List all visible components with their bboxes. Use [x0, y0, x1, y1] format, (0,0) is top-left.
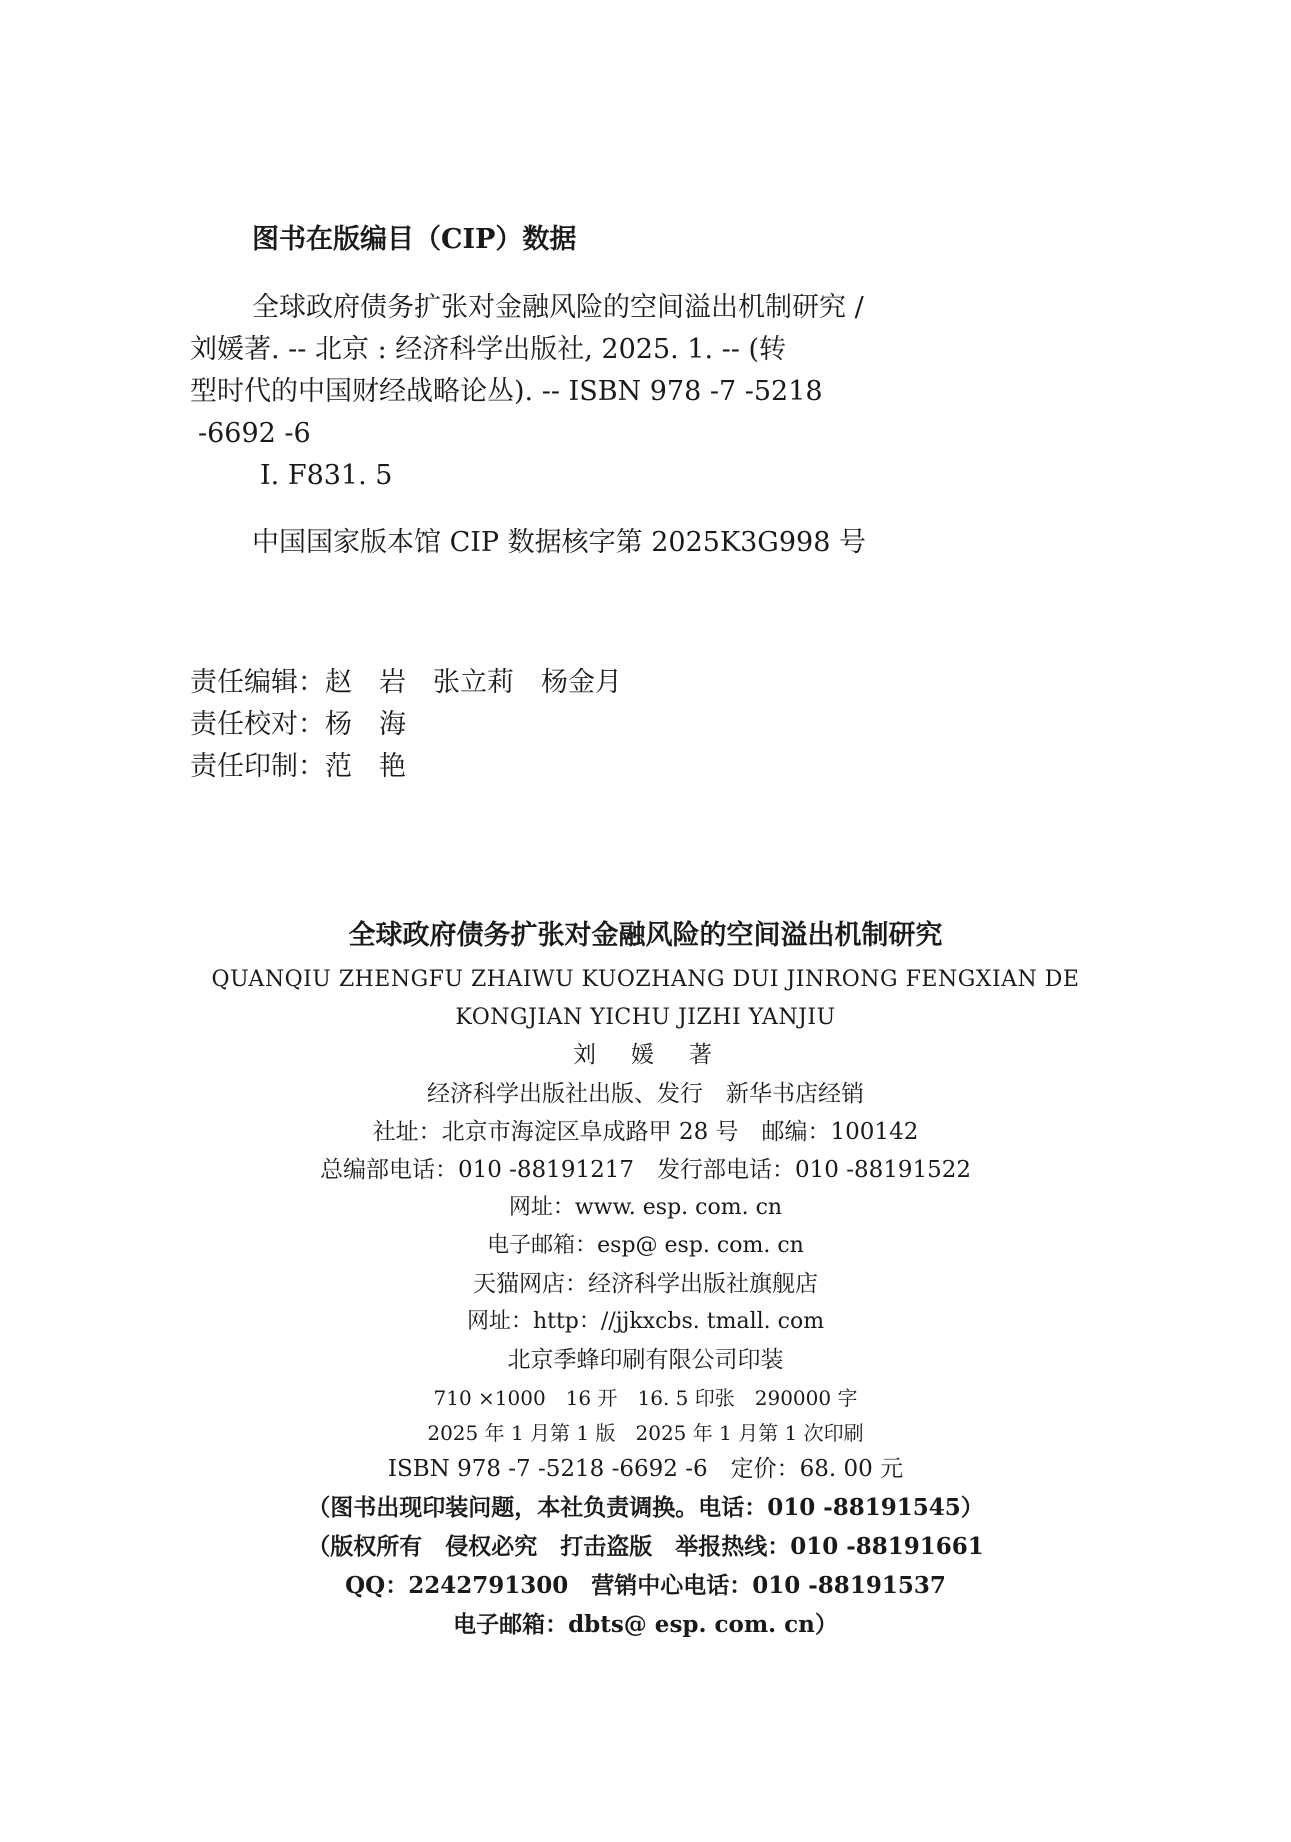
- notice-line-3: QQ：2242791300 营销中心电话：010 -88191537: [345, 1572, 946, 1599]
- publisher-website: 网址：www. esp. com. cn: [508, 1195, 783, 1220]
- cip-line-2: 刘媛著. -- 北京 : 经济科学出版社, 2025. 1. -- (转: [190, 334, 787, 365]
- pinyin-title-line-2: KONGJIAN YICHU JIZHI YANJIU: [455, 1005, 836, 1030]
- publisher-address: 社址：北京市海淀区阜成路甲 28 号 邮编：100142: [372, 1119, 919, 1145]
- responsible-printing: 责任印制：范 艳: [190, 751, 406, 782]
- cip-classification: Ⅰ. F831. 5: [260, 460, 393, 491]
- cip-line-1: 全球政府债务扩张对金融风险的空间溢出机制研究 /: [252, 292, 864, 323]
- responsible-editors: 责任编辑：赵 岩 张立莉 杨金月: [190, 667, 622, 698]
- book-format: 710 ×1000 16 开 16. 5 印张 290000 字: [433, 1386, 858, 1410]
- cip-line-3: 型时代的中国财经战略论丛). -- ISBN 978 -7 -5218: [190, 376, 823, 407]
- book-title: 全球政府债务扩张对金融风险的空间溢出机制研究: [348, 920, 943, 951]
- book-author: 刘 媛 著: [573, 1042, 718, 1068]
- cip-heading: 图书在版编目（CIP）数据: [252, 224, 577, 255]
- pinyin-title-line-1: QUANQIU ZHENGFU ZHAIWU KUOZHANG DUI JINRONG FENGXIAN DE: [211, 967, 1080, 992]
- notice-line-2: （版权所有 侵权必究 打击盗版 举报热线：010 -88191661: [307, 1533, 984, 1560]
- publisher-email: 电子邮箱：esp@ esp. com. cn: [487, 1233, 804, 1258]
- printer: 北京季蜂印刷有限公司印装: [507, 1347, 784, 1373]
- notice-line-1: （图书出现印装问题，本社负责调换。电话：010 -88191545）: [307, 1494, 984, 1521]
- cip-line-4: -6692 -6: [198, 418, 311, 449]
- edition-info: 2025 年 1 月第 1 版 2025 年 1 月第 1 次印刷: [427, 1421, 864, 1445]
- isbn-price: ISBN 978 -7 -5218 -6692 -6 定价：68. 00 元: [387, 1456, 904, 1482]
- tmall-store: 天猫网店：经济科学出版社旗舰店: [473, 1271, 818, 1297]
- publisher-line: 经济科学出版社出版、发行 新华书店经销: [427, 1081, 864, 1107]
- cip-record-number: 中国国家版本馆 CIP 数据核字第 2025K3G998 号: [252, 527, 866, 558]
- tmall-url: 网址：http：//jjkxcbs. tmall. com: [466, 1309, 825, 1334]
- notice-line-4: 电子邮箱：dbts@ esp. com. cn）: [453, 1611, 838, 1638]
- responsible-proofreader: 责任校对：杨 海: [190, 709, 406, 740]
- publisher-phones: 总编部电话：010 -88191217 发行部电话：010 -88191522: [319, 1157, 972, 1183]
